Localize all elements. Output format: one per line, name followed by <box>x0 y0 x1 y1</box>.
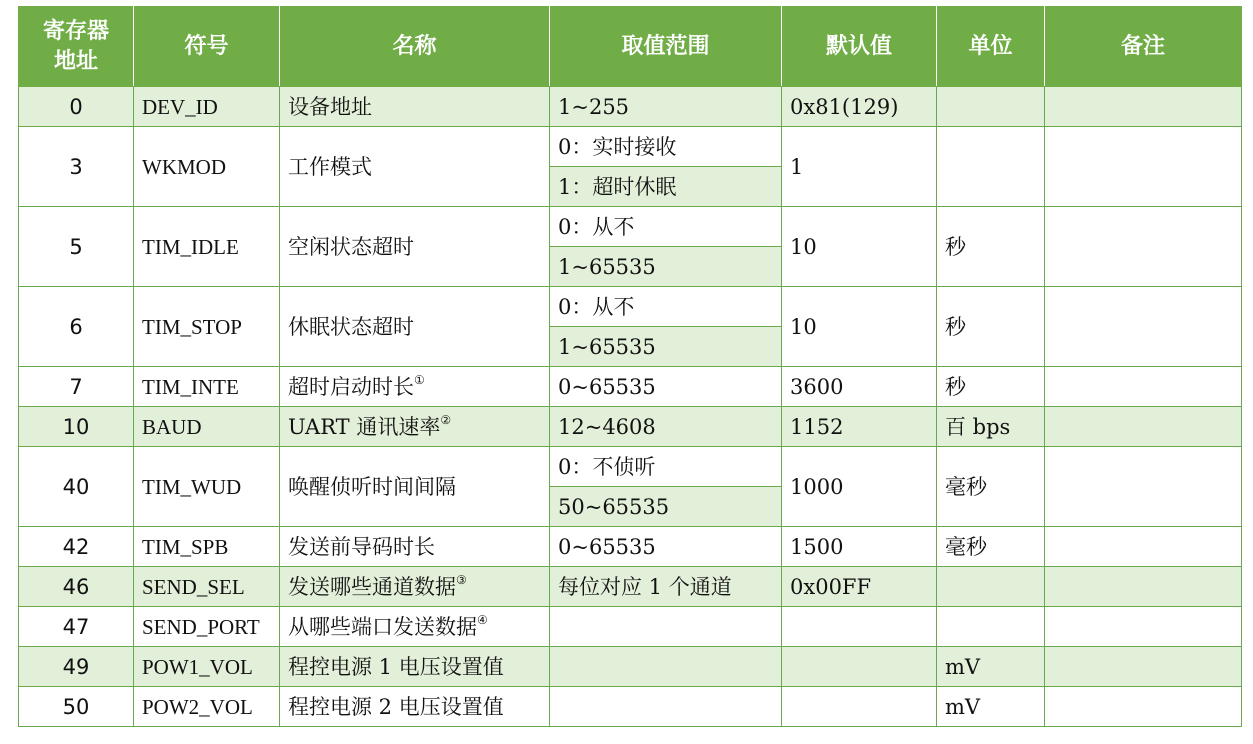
register-note-cell <box>1045 567 1242 607</box>
register-default-cell <box>782 607 937 647</box>
register-address-cell: 6 <box>19 287 134 367</box>
register-symbol-cell: WKMOD <box>134 127 280 207</box>
register-name-text: 空闲状态超时 <box>288 234 414 259</box>
register-name-cell <box>280 127 550 207</box>
table-row <box>19 647 1242 687</box>
register-address-cell: 40 <box>19 447 134 527</box>
table-row <box>19 447 1242 487</box>
table-row <box>19 367 1242 407</box>
register-unit-cell <box>937 127 1045 207</box>
register-unit-cell: 秒 <box>937 287 1045 367</box>
register-name-text: 唤醒侦听时间间隔 <box>288 474 456 499</box>
header-range: 取值范围 <box>550 7 782 87</box>
header-address <box>19 7 134 87</box>
register-symbol-cell: SEND_SEL <box>134 567 280 607</box>
register-unit-cell: 毫秒 <box>937 447 1045 527</box>
footnote-marker: ③ <box>456 572 467 587</box>
register-unit-cell: 百 bps <box>937 407 1045 447</box>
header-symbol: 符号 <box>134 7 280 87</box>
register-note-cell <box>1045 87 1242 127</box>
register-range-cell: 12~4608 <box>550 407 782 447</box>
register-note-cell <box>1045 447 1242 527</box>
register-address-cell: 46 <box>19 567 134 607</box>
register-symbol-cell: TIM_IDLE <box>134 207 280 287</box>
register-range-cell: 0~65535 <box>550 527 782 567</box>
header-address-line1: 寄存器 <box>42 18 109 44</box>
register-name-cell <box>280 567 550 607</box>
register-range-cell: 每位对应 1 个通道 <box>550 567 782 607</box>
register-name-cell <box>280 527 550 567</box>
register-symbol-cell: TIM_SPB <box>134 527 280 567</box>
register-range-cell <box>550 607 782 647</box>
header-name: 名称 <box>280 7 550 87</box>
register-address-cell: 10 <box>19 407 134 447</box>
register-unit-cell: mV <box>937 647 1045 687</box>
table-row <box>19 127 1242 167</box>
register-address-cell: 47 <box>19 607 134 647</box>
register-name-text: 发送哪些通道数据 <box>288 574 456 599</box>
register-name-text: 工作模式 <box>288 154 372 179</box>
register-range-cell: 1~65535 <box>550 247 782 287</box>
register-symbol-cell: BAUD <box>134 407 280 447</box>
register-address-cell: 3 <box>19 127 134 207</box>
register-address-cell: 42 <box>19 527 134 567</box>
register-note-cell <box>1045 287 1242 367</box>
register-range-cell <box>550 687 782 727</box>
register-name-text: 超时启动时长 <box>288 374 414 399</box>
header-address-line2: 地址 <box>53 48 98 74</box>
register-unit-cell: 秒 <box>937 207 1045 287</box>
register-symbol-cell: TIM_INTE <box>134 367 280 407</box>
register-range-cell: 1~255 <box>550 87 782 127</box>
table-row <box>19 407 1242 447</box>
table-row <box>19 567 1242 607</box>
table-header-row <box>19 7 1242 87</box>
register-default-cell <box>782 687 937 727</box>
register-note-cell <box>1045 127 1242 207</box>
register-name-text: 从哪些端口发送数据 <box>288 614 477 639</box>
register-note-cell <box>1045 527 1242 567</box>
register-unit-cell <box>937 607 1045 647</box>
register-symbol-cell: TIM_WUD <box>134 447 280 527</box>
table-row <box>19 607 1242 647</box>
table-row <box>19 687 1242 727</box>
register-range-cell: 0：实时接收 <box>550 127 782 167</box>
register-name-text: 休眠状态超时 <box>288 314 414 339</box>
register-note-cell <box>1045 607 1242 647</box>
register-name-cell <box>280 207 550 287</box>
register-note-cell <box>1045 687 1242 727</box>
register-range-cell: 0：不侦听 <box>550 447 782 487</box>
register-symbol-cell: TIM_STOP <box>134 287 280 367</box>
register-name-text: UART 通讯速率 <box>288 414 441 439</box>
register-range-cell: 1：超时休眠 <box>550 167 782 207</box>
register-unit-cell <box>937 87 1045 127</box>
register-name-text: 设备地址 <box>288 94 372 119</box>
register-default-cell <box>782 647 937 687</box>
register-note-cell <box>1045 367 1242 407</box>
table-row <box>19 207 1242 247</box>
header-unit: 单位 <box>937 7 1045 87</box>
register-range-cell: 0：从不 <box>550 287 782 327</box>
register-address-cell: 7 <box>19 367 134 407</box>
register-address-cell: 5 <box>19 207 134 287</box>
register-range-cell <box>550 647 782 687</box>
register-default-cell: 3600 <box>782 367 937 407</box>
register-name-cell <box>280 687 550 727</box>
register-range-cell: 0：从不 <box>550 207 782 247</box>
register-default-cell: 1152 <box>782 407 937 447</box>
register-name-cell <box>280 367 550 407</box>
register-address-cell: 50 <box>19 687 134 727</box>
register-default-cell: 0x00FF <box>782 567 937 607</box>
register-name-cell <box>280 607 550 647</box>
register-range-cell: 0~65535 <box>550 367 782 407</box>
register-name-cell <box>280 287 550 367</box>
table-row <box>19 287 1242 327</box>
register-name-cell <box>280 447 550 527</box>
register-name-cell <box>280 647 550 687</box>
register-symbol-cell: POW1_VOL <box>134 647 280 687</box>
table-row <box>19 527 1242 567</box>
register-default-cell: 10 <box>782 287 937 367</box>
register-name-cell <box>280 407 550 447</box>
register-default-cell: 1 <box>782 127 937 207</box>
register-symbol-cell: DEV_ID <box>134 87 280 127</box>
register-name-text: 程控电源 2 电压设置值 <box>288 694 504 719</box>
register-note-cell <box>1045 647 1242 687</box>
register-default-cell: 10 <box>782 207 937 287</box>
footnote-marker: ② <box>440 412 452 427</box>
table-row <box>19 87 1242 127</box>
header-note: 备注 <box>1045 7 1242 87</box>
register-name-text: 发送前导码时长 <box>288 534 435 559</box>
header-default: 默认值 <box>782 7 937 87</box>
table-body <box>19 87 1242 727</box>
register-symbol-cell: SEND_PORT <box>134 607 280 647</box>
register-unit-cell: mV <box>937 687 1045 727</box>
register-address-cell: 49 <box>19 647 134 687</box>
register-note-cell <box>1045 207 1242 287</box>
register-default-cell: 1500 <box>782 527 937 567</box>
register-address-cell: 0 <box>19 87 134 127</box>
register-unit-cell: 秒 <box>937 367 1045 407</box>
register-table <box>18 6 1242 727</box>
register-symbol-cell: POW2_VOL <box>134 687 280 727</box>
register-unit-cell <box>937 567 1045 607</box>
register-range-cell: 1~65535 <box>550 327 782 367</box>
register-default-cell: 1000 <box>782 447 937 527</box>
register-name-cell <box>280 87 550 127</box>
register-default-cell: 0x81(129) <box>782 87 937 127</box>
register-range-cell: 50~65535 <box>550 487 782 527</box>
register-note-cell <box>1045 407 1242 447</box>
footnote-marker: ④ <box>477 612 488 627</box>
footnote-marker: ① <box>414 372 425 387</box>
register-name-text: 程控电源 1 电压设置值 <box>288 654 504 679</box>
register-unit-cell: 毫秒 <box>937 527 1045 567</box>
